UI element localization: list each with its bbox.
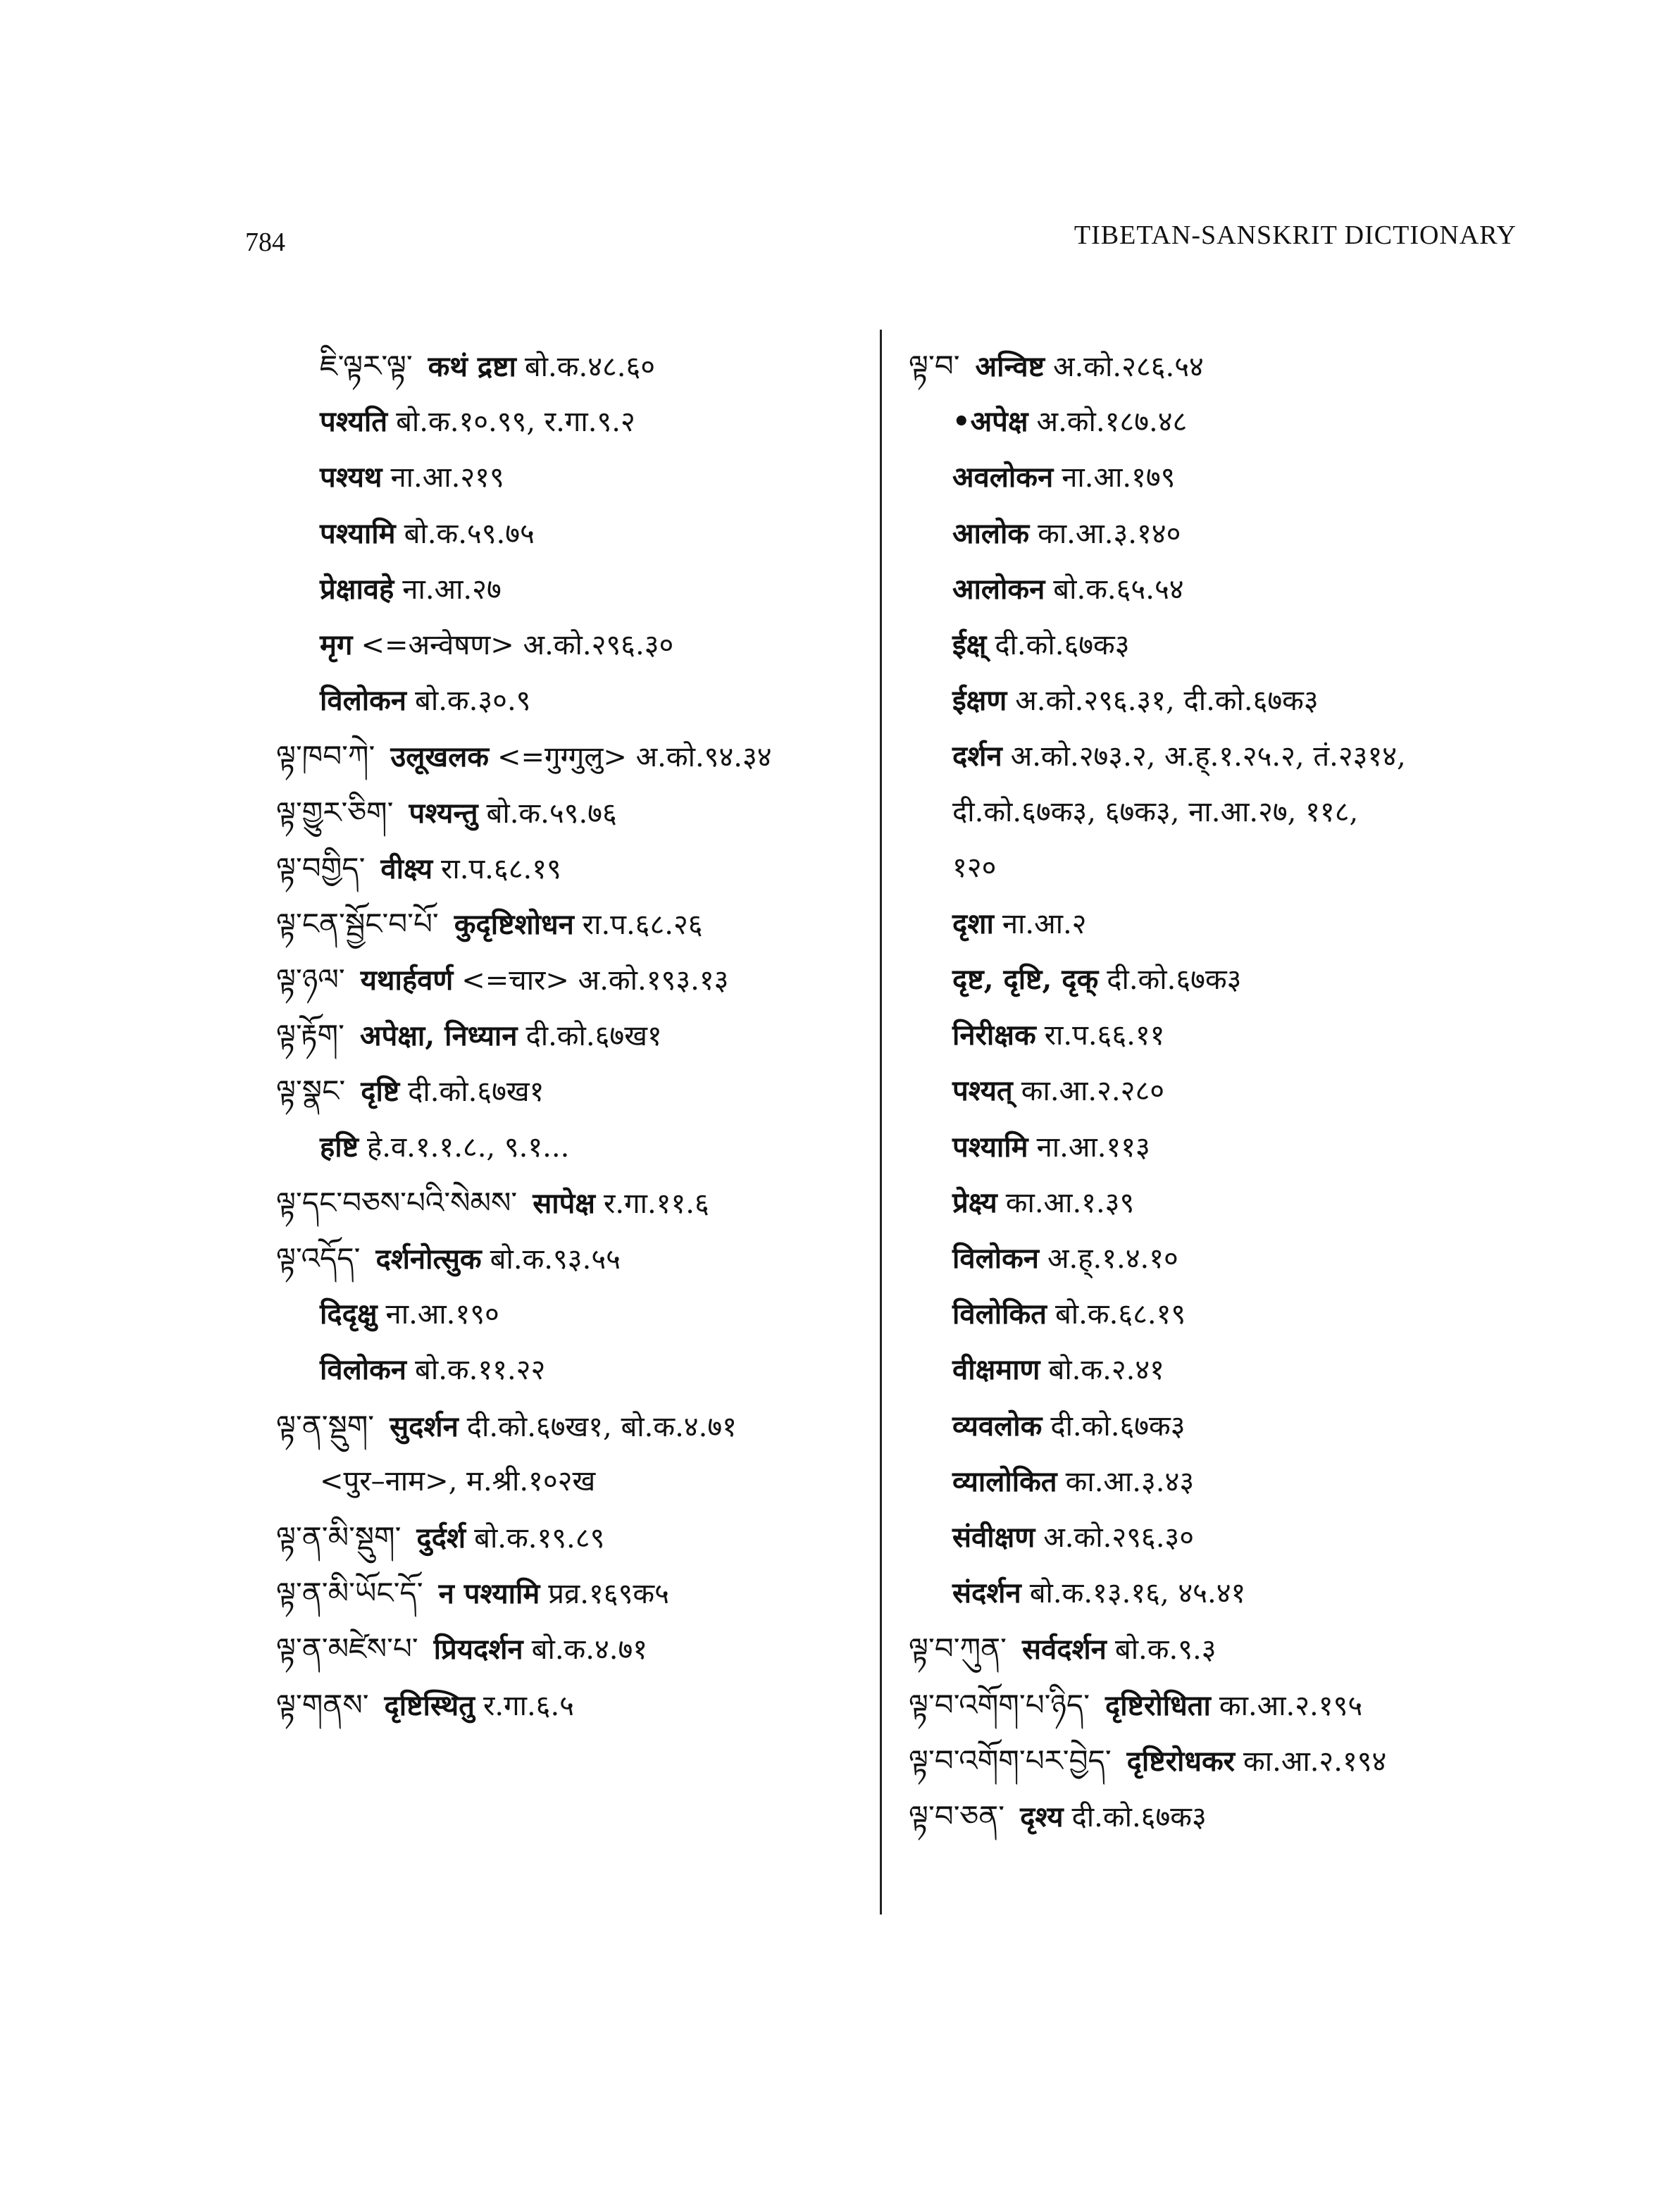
source-reference: का.आ.२.२८० — [1021, 1075, 1165, 1108]
dictionary-entry-line — [276, 728, 861, 784]
source-reference: बो.क.४.७१ — [531, 1633, 648, 1667]
sanskrit-equivalent: पश्यथ — [320, 461, 382, 494]
right-column — [909, 338, 1529, 1844]
tibetan-headword: ལྟ་རྟོག་ — [276, 1018, 344, 1053]
sanskrit-equivalent: हष्टि — [320, 1130, 359, 1164]
sanskrit-equivalent: संदर्शन — [952, 1576, 1021, 1610]
dictionary-entry-line — [909, 728, 1529, 784]
dictionary-entry-line — [276, 1621, 861, 1676]
tibetan-headword: ལྟ་ཉལ་ — [276, 962, 345, 997]
tibetan-headword: ལྟ་བ་འགོག་པ་ཉིད་ — [909, 1687, 1090, 1722]
dictionary-entry-line — [276, 785, 861, 840]
source-reference: दी.को.६७ख१, बो.क.४.७१ — [466, 1410, 737, 1443]
dictionary-entry-line — [909, 1677, 1529, 1733]
tibetan-headword: ལྟ་དང་བཅས་པའི་སེམས་ — [276, 1185, 518, 1220]
tibetan-headword: ཇི་ལྟར་ལྟ་ — [320, 349, 413, 383]
dictionary-entry-line — [276, 1677, 861, 1733]
source-reference: अ.को.२९६.३० — [1043, 1521, 1195, 1554]
tibetan-headword: ལྟ་འདོད་ — [276, 1241, 361, 1276]
sanskrit-equivalent: दृष्टि — [361, 1075, 400, 1109]
column-divider — [880, 330, 882, 1915]
dictionary-entry-line — [909, 617, 1529, 673]
sanskrit-equivalent: न पश्यामि — [438, 1577, 540, 1611]
tibetan-headword: ལྟ་ན་མཛེས་པ་ — [276, 1631, 418, 1667]
tibetan-headword: ལྟ་གནས་ — [276, 1687, 369, 1722]
sanskrit-equivalent: अन्विष्ट — [975, 350, 1045, 383]
dictionary-entry-line — [909, 1007, 1529, 1063]
dictionary-entry-line — [909, 673, 1529, 728]
source-reference: बो.क.९३.५५ — [490, 1243, 621, 1276]
dictionary-entry-line — [909, 896, 1529, 952]
source-reference: दी.को.६७क३ — [1107, 964, 1242, 997]
sanskrit-equivalent: दृष्ट, दृष्टि, दृक् — [952, 963, 1099, 997]
sanskrit-equivalent: ईक्ष् — [952, 628, 987, 661]
dictionary-entry-line — [909, 1342, 1529, 1397]
left-column — [276, 338, 861, 1733]
tibetan-headword: ལྟ་ན་སྡུག་ — [276, 1408, 375, 1443]
dictionary-entry-line — [276, 1007, 861, 1063]
dictionary-entry-line — [909, 1398, 1529, 1454]
tibetan-headword: ལྟ་གྱུར་ཅིག་ — [276, 795, 394, 830]
source-reference: बो.क.१३.१६, ४५.४१ — [1029, 1577, 1246, 1610]
source-reference: दी.को.६७ख१ — [525, 1020, 662, 1053]
source-reference: प्रव्र.१६९क५ — [548, 1578, 669, 1611]
sanskrit-equivalent: अपेक्षा, निध्यान — [359, 1019, 518, 1053]
tibetan-headword: ལྟ་བ་ཅན་ — [909, 1798, 1005, 1833]
source-reference: बो.क.३०.९ — [415, 685, 531, 718]
sanskrit-equivalent: वीक्ष्य — [380, 852, 433, 885]
sanskrit-equivalent: सुदर्शन — [390, 1409, 459, 1443]
sanskrit-equivalent: दृष्टिस्थितु — [384, 1688, 475, 1722]
dictionary-entry-line — [909, 1733, 1529, 1788]
dictionary-entry-line — [276, 1063, 861, 1119]
source-reference: दी.को.६७क३ — [1050, 1409, 1186, 1443]
source-reference: का.आ.३.१४० — [1038, 517, 1181, 550]
source-reference: रा.प.६८.१९ — [441, 852, 561, 885]
sanskrit-equivalent: प्रियदर्शन — [433, 1633, 523, 1667]
source-reference: बो.क.६८.१९ — [1054, 1298, 1186, 1331]
source-reference: बो.क.५९.७६ — [486, 797, 617, 830]
source-reference: का.आ.२.१९४ — [1243, 1745, 1387, 1778]
sanskrit-equivalent: पश्यामि — [952, 1130, 1028, 1164]
source-reference: ना.आ.११३ — [1036, 1131, 1150, 1164]
source-reference: दी.को.६७ख१ — [408, 1076, 545, 1109]
sanskrit-equivalent: व्यवलोक — [952, 1409, 1043, 1443]
dictionary-entry-line — [909, 1119, 1529, 1175]
sanskrit-equivalent: आलोकन — [952, 572, 1045, 606]
sanskrit-equivalent: दृष्टिरोधिता — [1105, 1688, 1211, 1722]
dictionary-entry-line — [909, 1286, 1529, 1342]
source-reference: र.गा.११.६ — [604, 1187, 709, 1220]
source-reference: अ.ह्.१.४.१० — [1047, 1243, 1178, 1275]
source-reference: दी.को.६७क३ — [1071, 1800, 1207, 1833]
source-reference: बो.क.१९.८९ — [474, 1521, 605, 1555]
dictionary-entry-line — [909, 1565, 1529, 1621]
tibetan-headword: ལྟ་སྣང་ — [276, 1073, 346, 1109]
dictionary-entry-line — [276, 1565, 861, 1621]
dictionary-entry-line — [276, 449, 861, 505]
source-reference: बो.क.५९.७५ — [404, 517, 535, 550]
sanskrit-equivalent: पश्यति — [320, 405, 388, 439]
sanskrit-equivalent: दृश्य — [1020, 1800, 1064, 1833]
source-reference: का.आ.१.३९ — [1005, 1186, 1135, 1219]
source-reference: ना.आ.१९० — [385, 1298, 499, 1331]
sanskrit-equivalent: मृग — [320, 628, 353, 661]
sanskrit-equivalent: यथार्हवर्ण — [360, 964, 454, 997]
dictionary-entry-line — [909, 338, 1529, 394]
source-reference: र.गा.६.५ — [483, 1689, 574, 1722]
sanskrit-equivalent: दर्शनोत्सुक — [375, 1243, 482, 1276]
dictionary-entry-line — [909, 1621, 1529, 1676]
source-reference: ना.आ.२७ — [402, 573, 502, 606]
dictionary-entry-line — [909, 785, 1529, 840]
dictionary-entry-line — [276, 1286, 861, 1342]
dictionary-entry-line — [276, 506, 861, 561]
dictionary-entry-line — [909, 1454, 1529, 1509]
sanskrit-equivalent: अवलोकन — [952, 461, 1054, 494]
tibetan-headword: ལྟ་ཁབ་ཀེ་ — [276, 739, 375, 774]
dictionary-entry-line — [276, 840, 861, 896]
source-reference: दी.को.६७क३ — [995, 628, 1130, 661]
dictionary-entry-line — [276, 1454, 861, 1509]
sanskrit-equivalent: प्रेक्ष्य — [952, 1185, 997, 1219]
source-reference: अ.को.१८७.४८ — [1036, 406, 1188, 439]
sanskrit-equivalent: विलोकन — [320, 1353, 406, 1387]
tibetan-headword: ལྟ་ན་མི་ཡོང་དོ་ — [276, 1576, 423, 1611]
source-reference: अ.को.२९६.३१, दी.को.६७क३ — [1015, 685, 1319, 718]
sanskrit-equivalent: पश्यत् — [952, 1074, 1013, 1108]
sanskrit-equivalent: सर्वदर्शन — [1021, 1633, 1107, 1667]
sanskrit-equivalent: विलोकन — [952, 1242, 1039, 1275]
source-reference: <=चार> अ.को.१९३.१३ — [461, 964, 729, 997]
source-reference: बो.क.४८.६० — [524, 351, 656, 383]
dictionary-entry-line — [909, 561, 1529, 617]
dictionary-entry-line — [909, 449, 1529, 505]
tibetan-headword: ལྟ་བགྱིད་ — [276, 850, 366, 885]
sanskrit-equivalent: कथं द्रष्टा — [428, 350, 516, 383]
dictionary-entry-line — [909, 1788, 1529, 1844]
source-reference: बो.क.९.३ — [1114, 1633, 1217, 1667]
tibetan-headword: ལྟ་བ་ — [909, 349, 960, 383]
source-reference: बो.क.६५.५४ — [1053, 573, 1184, 606]
page-number: 784 — [245, 228, 285, 257]
sanskrit-equivalent: आलोक — [952, 516, 1030, 550]
dictionary-entry-line — [909, 1175, 1529, 1231]
dictionary-entry-line — [909, 506, 1529, 561]
sanskrit-equivalent: निरीक्षक — [952, 1019, 1036, 1052]
sanskrit-equivalent: विलोकित — [952, 1297, 1047, 1331]
dictionary-entry-line — [276, 896, 861, 952]
sanskrit-equivalent: प्रेक्षावहे — [320, 572, 394, 606]
dictionary-entry-line — [276, 394, 861, 449]
dictionary-entry-line — [276, 1119, 861, 1175]
dictionary-entry-line — [276, 1175, 861, 1231]
source-reference: का.आ.२.१९५ — [1219, 1689, 1363, 1722]
dictionary-entry-line — [276, 952, 861, 1007]
sanskrit-equivalent: संवीक्षण — [952, 1520, 1035, 1554]
running-head: TIBETAN-SANSKRIT DICTIONARY — [1074, 220, 1517, 250]
sanskrit-equivalent: कुदृष्टिशोधन — [454, 907, 574, 941]
source-reference: <=अन्वेषण> अ.को.२९६.३० — [361, 628, 674, 661]
sanskrit-equivalent: वीक्षमाण — [952, 1353, 1040, 1387]
dictionary-entry-line — [276, 338, 861, 394]
source-reference: <=गुग्गुलु> अ.को.९४.३४ — [497, 741, 772, 774]
sanskrit-equivalent: ईक्षण — [952, 684, 1007, 718]
tibetan-headword: ལྟ་ངན་སྦྱོང་བ་པོ་ — [276, 906, 439, 941]
source-reference: रा.प.६८.२६ — [582, 908, 703, 941]
sanskrit-equivalent: दर्शन — [952, 740, 1002, 773]
source-reference: बो.क.११.२२ — [415, 1354, 546, 1387]
tibetan-headword: ལྟ་བ་ཀུན་ — [909, 1631, 1007, 1667]
source-reference: रा.प.६६.११ — [1044, 1019, 1165, 1052]
dictionary-entry-line — [276, 1231, 861, 1286]
sanskrit-equivalent: व्यालोकित — [952, 1464, 1057, 1498]
source-reference: अ.को.२७३.२, अ.ह्.१.२५.२, तं.२३१४, — [1010, 740, 1406, 773]
source-reference: दी.को.६७क३, ६७क३, ना.आ.२७, ११८, — [952, 795, 1359, 828]
dictionary-entry-line — [276, 1398, 861, 1454]
dictionary-entry-line — [909, 1063, 1529, 1119]
dictionary-entry-line — [909, 840, 1529, 896]
sanskrit-equivalent: दृशा — [952, 907, 994, 940]
dictionary-entry-line — [909, 952, 1529, 1007]
dictionary-entry-line — [276, 617, 861, 673]
sanskrit-equivalent: दृष्टिरोधकर — [1126, 1744, 1236, 1778]
dictionary-entry-line — [276, 1509, 861, 1565]
dictionary-entry-line — [909, 394, 1529, 449]
source-reference: हे.व.१.१.८., ९.१... — [366, 1131, 570, 1164]
source-reference: १२० — [952, 851, 997, 884]
source-reference: का.आ.३.४३ — [1065, 1465, 1195, 1498]
source-reference: अ.को.२८६.५४ — [1053, 351, 1204, 383]
sanskrit-equivalent: सापेक्ष — [533, 1186, 595, 1220]
dictionary-entry-line — [276, 673, 861, 728]
source-reference: ना.आ.२ — [1002, 907, 1087, 940]
dictionary-entry-line — [909, 1509, 1529, 1565]
sanskrit-equivalent: •अपेक्ष — [952, 405, 1028, 439]
tibetan-headword: ལྟ་བ་འགོག་པར་བྱེད་ — [909, 1743, 1112, 1778]
source-reference: बो.क.१०.९९, र.गा.९.२ — [396, 406, 635, 439]
sanskrit-equivalent: पश्यन्तु — [409, 796, 478, 830]
tibetan-headword: ལྟ་ན་མི་སྡུག་ — [276, 1519, 402, 1555]
sanskrit-equivalent: विलोकन — [320, 684, 406, 718]
source-reference: बो.क.२.४१ — [1048, 1354, 1164, 1387]
source-reference: ना.आ.१७९ — [1062, 461, 1176, 494]
dictionary-entry-line — [276, 561, 861, 617]
sanskrit-equivalent: उलूखलक — [390, 740, 489, 774]
sanskrit-equivalent: दुर्दर्श — [416, 1521, 466, 1555]
sanskrit-equivalent: पश्यामि — [320, 516, 396, 550]
dictionary-entry-line — [909, 1231, 1529, 1286]
source-reference: ना.आ.२१९ — [390, 461, 504, 494]
sanskrit-equivalent: दिदृक्षु — [320, 1297, 378, 1331]
dictionary-entry-line — [276, 1342, 861, 1397]
source-reference: <पुर–नाम>, म.श्री.१०२ख — [320, 1464, 596, 1498]
